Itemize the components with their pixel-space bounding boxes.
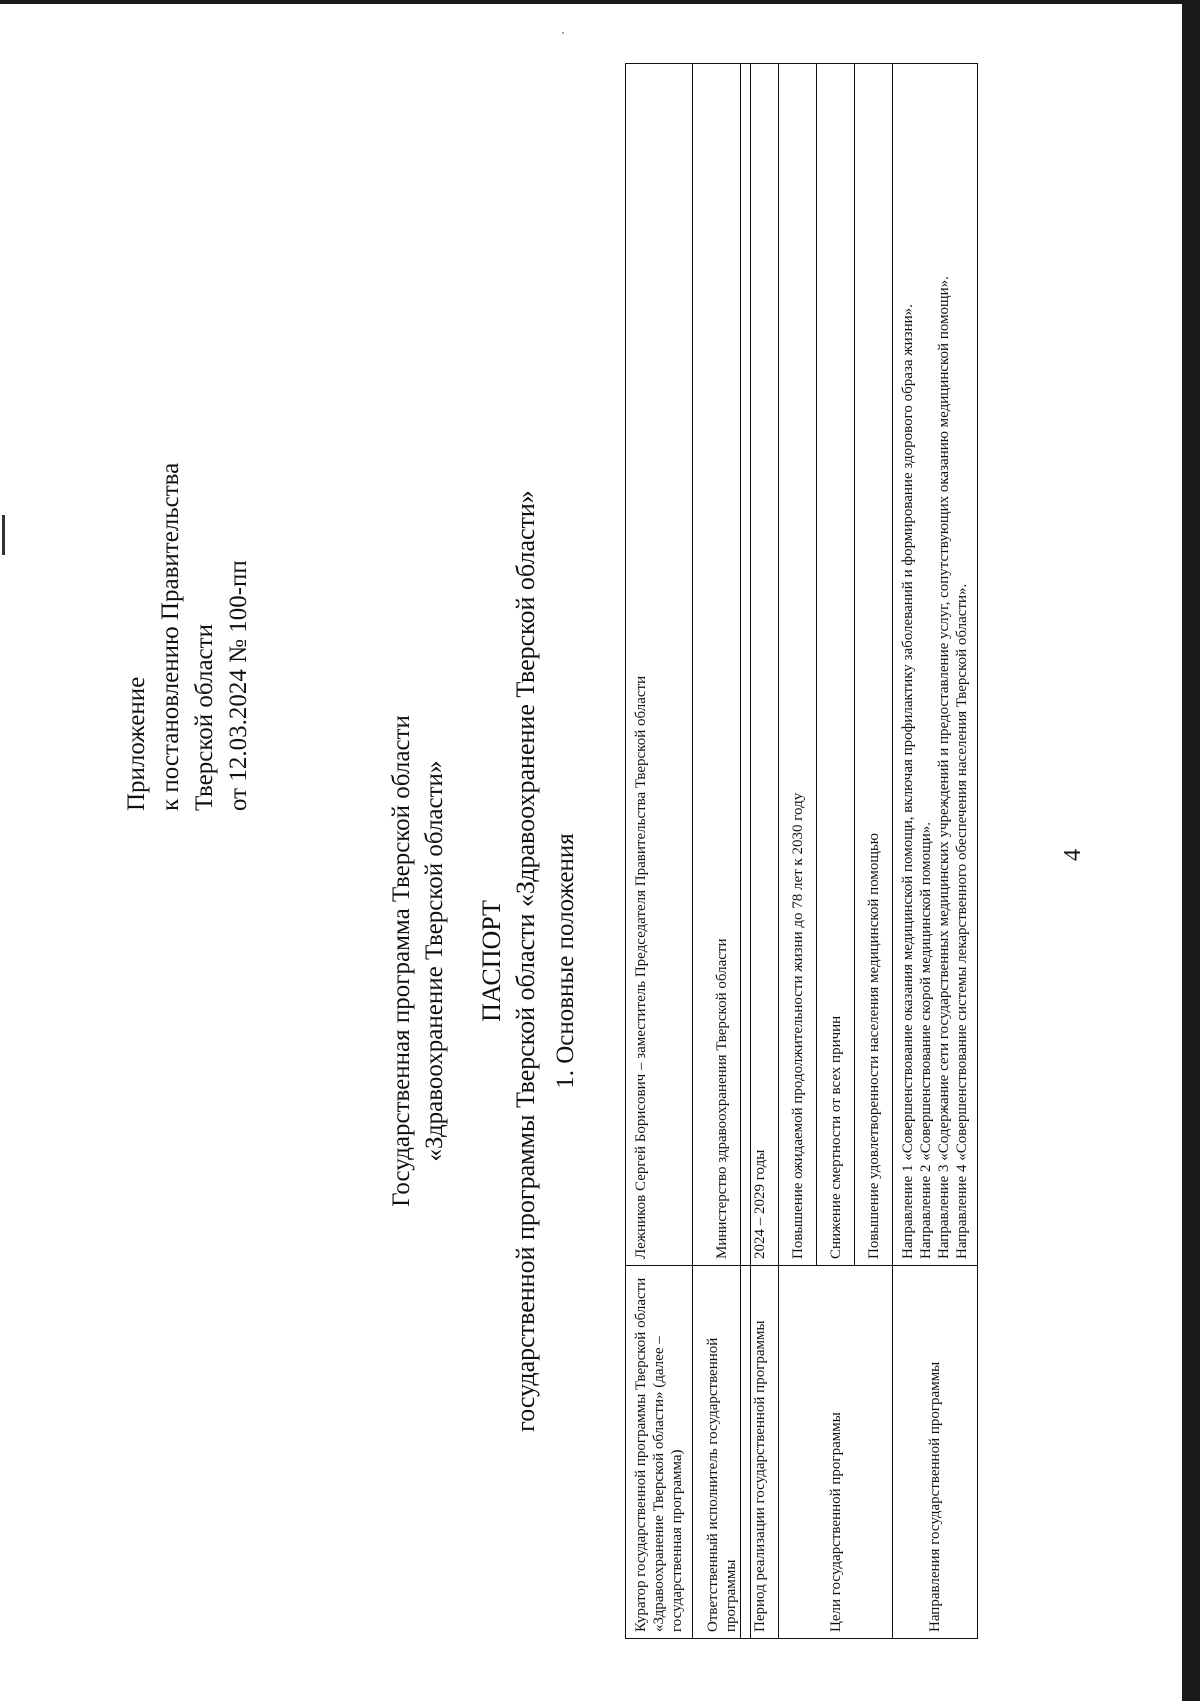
approval-line-1: Приложение bbox=[123, 676, 150, 811]
scan-top-edge bbox=[0, 0, 1200, 4]
goal-item-1: Повышение ожидаемой продолжительности жизни до 78 лет к 2030 году bbox=[779, 63, 817, 1265]
table-row bbox=[779, 63, 817, 1638]
table-row bbox=[893, 63, 978, 1638]
directions-label: Направления государственной программы bbox=[893, 1265, 978, 1638]
period-value: 2024 – 2029 годы bbox=[741, 63, 779, 1265]
passport-table-1 bbox=[625, 63, 751, 1639]
goals-label: Цели государственной программы bbox=[779, 1265, 893, 1638]
direction-item-2: Направление 2 «Совершенствование скорой медицинской помощи». bbox=[918, 821, 934, 1259]
direction-item-3: Направление 3 «Содержание сети государственных медицинских учреждений и предоставление услуг, сопутствующих оказанию медицинской помощи». bbox=[936, 275, 952, 1259]
program-title-line-2: «Здравоохранение Тверской области» bbox=[421, 760, 448, 1161]
approval-line-3: Тверской области bbox=[191, 623, 218, 811]
passport-heading bbox=[475, 391, 543, 1531]
table-row bbox=[626, 63, 693, 1638]
directions-cell bbox=[893, 63, 978, 1265]
program-title bbox=[385, 391, 451, 1531]
passport-table-2 bbox=[740, 63, 978, 1639]
rotated-document-page bbox=[50, 31, 1150, 1671]
approval-line-2: к постановлению Правительства bbox=[157, 462, 184, 811]
section-heading: 1. Основные положения bbox=[552, 832, 579, 1089]
executor-label: Ответственный исполнитель государственной программы bbox=[693, 1265, 751, 1638]
page-number: 4 bbox=[1060, 848, 1086, 861]
scan-right-edge bbox=[1182, 0, 1200, 1701]
approval-line-4: от 12.03.2024 № 100-пп bbox=[225, 559, 252, 811]
direction-item-1: Направление 1 «Совершенствование оказания медицинской помощи, включая профилактику заболеваний и формирование здорового образа жизни». bbox=[900, 303, 916, 1259]
executor-value: Министерство здравоохранения Тверской области bbox=[693, 63, 751, 1265]
approval-block bbox=[120, 31, 256, 811]
direction-item-4: Направление 4 «Совершенствование системы лекарственного обеспечения населения Тверской области». bbox=[954, 583, 970, 1259]
table-row bbox=[741, 63, 779, 1638]
scan-edge-mark bbox=[2, 515, 5, 555]
curator-label: Куратор государственной программы Тверской области «Здравоохранение Тверской области» (далее – государственная программа) bbox=[626, 1265, 693, 1638]
goal-item-3: Повышение удовлетворенности населения медицинской помощью bbox=[855, 63, 893, 1265]
passport-subtitle: государственной программы Тверской области «Здравоохранение Тверской области» bbox=[511, 489, 540, 1432]
goal-item-2: Снижение смертности от всех причин bbox=[817, 63, 855, 1265]
program-title-line-1: Государственная программа Тверской области bbox=[388, 714, 415, 1207]
period-label: Период реализации государственной программы bbox=[741, 1265, 779, 1638]
curator-value: Лежников Сергей Борисович – заместитель Председателя Правительства Тверской области bbox=[626, 63, 693, 1265]
passport-title: ПАСПОРТ bbox=[477, 899, 506, 1022]
